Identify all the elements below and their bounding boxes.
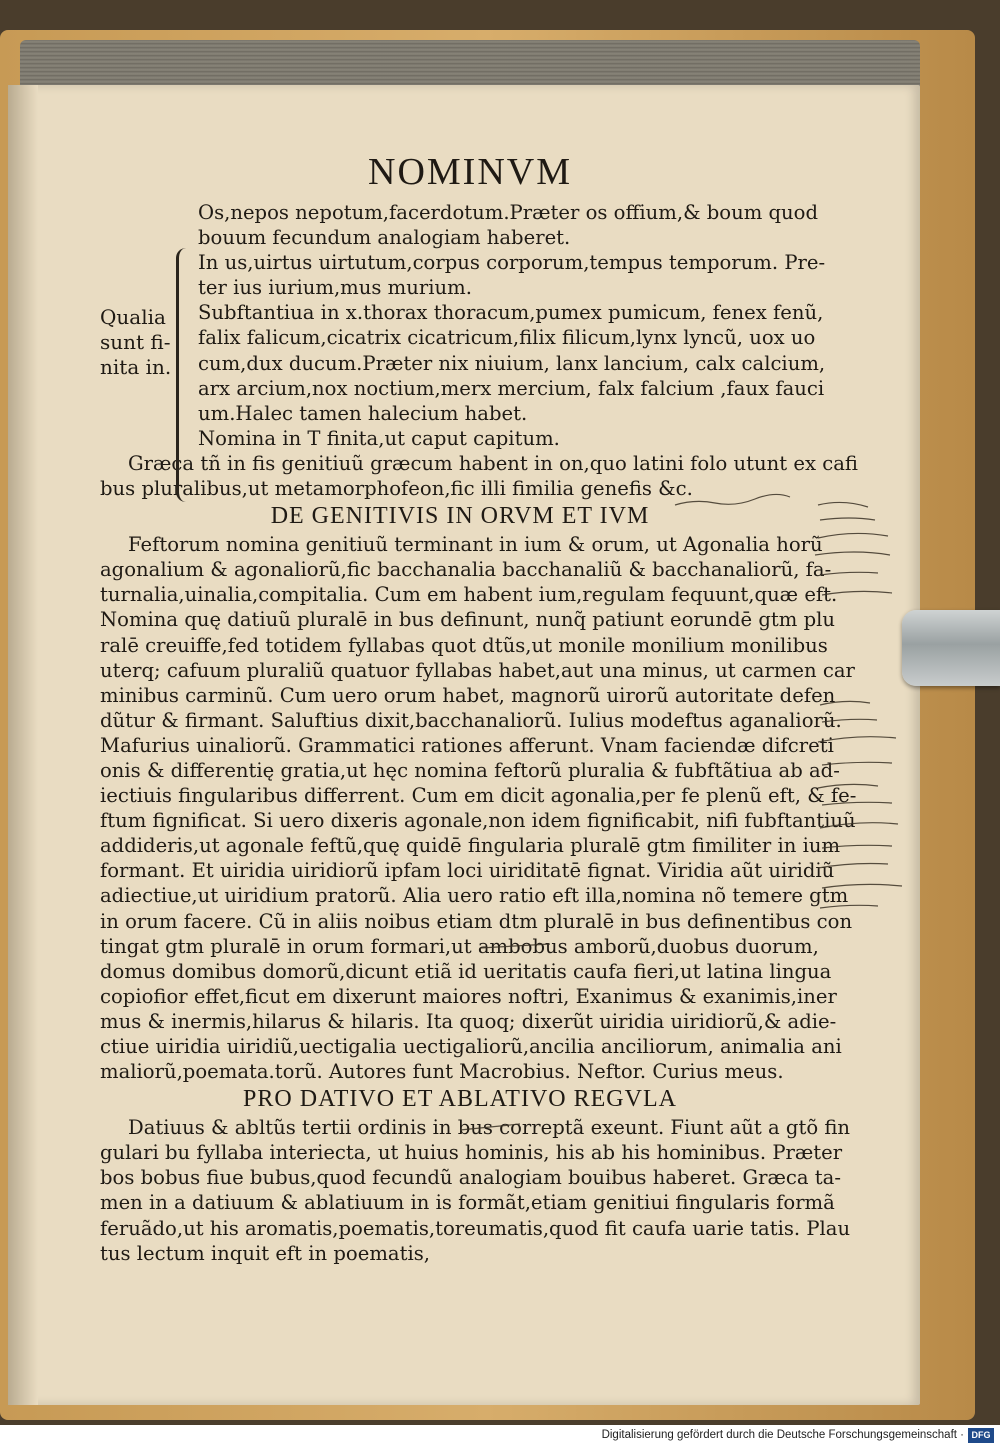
text-line: ctiue uiridia uiridiũ,uectigalia uectigaliorũ,ancilia anciliorum, animalia ani xyxy=(100,1035,842,1058)
text-line: feruãdo,ut his aromatis,poematis,toreumatis,quod fit caufa uarie tatis. Plau xyxy=(100,1216,851,1240)
block3 xyxy=(100,532,857,1084)
text-line: in orum facere. Cũ in aliis noibus etiam dtm pluralē in bus definentibus con xyxy=(100,909,853,933)
text-line: Mafurius uinaliorũ. Grammatici rationes afferunt. Vnam faciendæ difcreti xyxy=(100,733,834,757)
text-line: iectiuis fingularibus differrent. Cum em dicit agonalia,per fe plenũ eft, & fe- xyxy=(100,784,857,808)
text-line: Nomina in T finita,ut caput capitum. xyxy=(198,426,560,450)
text-line: tus lectum inquit eft in poematis, xyxy=(100,1241,431,1265)
sidebar-label-line: Qualia xyxy=(100,305,166,329)
text-line: dũtur & firmant. Saluftius dixit,bacchanaliorũ. Iulius modeftus aganaliorũ. xyxy=(100,708,842,732)
text-line: turnalia,uinalia,compitalia. Cum em habent ium,regulam fequunt,quæ eft. xyxy=(100,583,838,607)
block2 xyxy=(100,451,858,501)
footer-credit: Digitalisierung gefördert durch die Deutsche Forschungsgemeinschaft · xyxy=(601,1429,964,1441)
text-line: um.Halec tamen halecium habet. xyxy=(198,401,528,425)
text-line: Græca tñ in fis genitiuũ græcum habent in on,quo latini folo utunt ex cafi xyxy=(128,451,858,475)
page-text xyxy=(100,150,858,1266)
text-line: Nomina quę datiuũ pluralē in bus definunt, nunq̃ patiunt eorundē gtm plu xyxy=(100,608,836,632)
text-line: bus pluralibus,ut metamorphofeon,fic illi fimilia genefis &c. xyxy=(100,477,693,501)
text-line: bos bobus fiue bubus,quod fecundũ analogiam bouibus haberet. Græca ta- xyxy=(100,1166,841,1190)
text-line: ralē creuiffe,fed totidem fyllabas quot dtũs,ut monile monilium monilibus xyxy=(100,633,828,657)
text-line: domus domibus domorũ,dicunt etiã id ueritatis caufa fieri,ut latina lingua xyxy=(100,959,832,983)
text-line: ter ius iurium,mus murium. xyxy=(198,276,472,300)
page-gutter xyxy=(8,85,38,1405)
dfg-logo: DFG xyxy=(968,1428,994,1443)
text-line: minibus carminũ. Cum uero orum habet, magnorũ uirorũ autoritate defen xyxy=(100,683,836,707)
text-line: copiofior effet,ficut em dixerunt maiores noftri, Exanimus & exanimis,iner xyxy=(100,984,837,1008)
text-line: ftum fignificat. Si uero dixeris agonale,non idem fignificabit, nifi fubftantiuũ xyxy=(100,809,856,833)
text-line: Feftorum nomina genitiuũ terminant in ium & orum, ut Agonalia horũ xyxy=(128,533,823,557)
text-line: cum,dux ducum.Præter nix niuium, lanx lancium, calx calcium, xyxy=(198,351,826,375)
text-line: agonalium & agonaliorũ,fic bacchanalia bacchanaliũ & bacchanaliorũ, fa- xyxy=(100,558,832,582)
text-line: arx arcium,nox noctium,merx mercium, falx falcium ,faux fauci xyxy=(198,376,825,400)
section-heading: DE GENITIVIS IN ORVM ET IVM xyxy=(270,503,650,530)
brace-mark xyxy=(176,248,191,502)
text-line: Datiuus & abltũs tertii ordinis in bus correptã exeunt. Fiunt aũt a gtõ fin xyxy=(128,1116,851,1140)
text-line: In us,uirtus uirtutum,corpus corporum,tempus temporum. Pre- xyxy=(198,251,826,275)
sidebar-label-line: sunt fi- xyxy=(100,330,171,354)
page-clip xyxy=(902,610,1000,686)
text-line: tingat gtm pluralē in orum formari,ut ambobus amborũ,duobus duorum, xyxy=(100,934,819,958)
page-heading: NOMINVM xyxy=(368,151,572,193)
text-line: Subftantiua in x.thorax thoracum,pumex pumicum, fenex fenũ, xyxy=(198,301,824,325)
text-line: adiectiue,ut uiridium pratorũ. Alia uero ratio eft illa,nomina nõ temere gtm xyxy=(100,884,849,908)
text-line: mus & inermis,hilarus & hilaris. Ita quoq; dixerũt uiridia uiridiorũ,& adie- xyxy=(100,1009,837,1033)
sidebar-label-line: nita in. xyxy=(100,355,172,379)
text-line: bouum fecundum analogiam haberet. xyxy=(198,226,571,250)
text-line: Os,nepos nepotum,facerdotum.Præter os offium,& boum quod xyxy=(198,201,819,224)
block1 xyxy=(100,200,826,451)
text-line: gulari bu fyllaba interiecta, ut huius hominis, his ab his hominibus. Præter xyxy=(100,1141,843,1165)
block4 xyxy=(100,1115,851,1266)
text-line: falix falicum,cicatrix cicatricum,filix filicum,lynx lyncũ, uox uo xyxy=(198,326,816,350)
text-line: formant. Et uiridia uiridiorũ ipfam loci uiriditatē fignat. Viridia aũt uiridiũ xyxy=(100,859,835,883)
footer-bar xyxy=(0,1425,1000,1447)
text-line: onis & differentię gratia,ut hęc nomina feftorũ pluralia & fubftãtiua ab ad- xyxy=(100,758,840,782)
text-line: uterq; cafuum pluraliũ quatuor fyllabas habet,aut una minus, ut carmen car xyxy=(100,658,855,682)
section-heading: PRO DATIVO ET ABLATIVO REGVLA xyxy=(243,1086,677,1113)
nominum-section xyxy=(100,200,826,451)
text-line: maliorũ,poemata.torũ. Autores funt Macrobius. Neftor. Curius meus. xyxy=(100,1060,784,1084)
text-line: addideris,ut agonale feftũ,quę quidē fingularia pluralē gtm fimiliter in ium xyxy=(100,834,841,858)
sidebar-label xyxy=(100,305,178,380)
text-line: men in a datiuum & ablatiuum in is formãt,etiam genitiui fingularis formã xyxy=(100,1191,835,1215)
